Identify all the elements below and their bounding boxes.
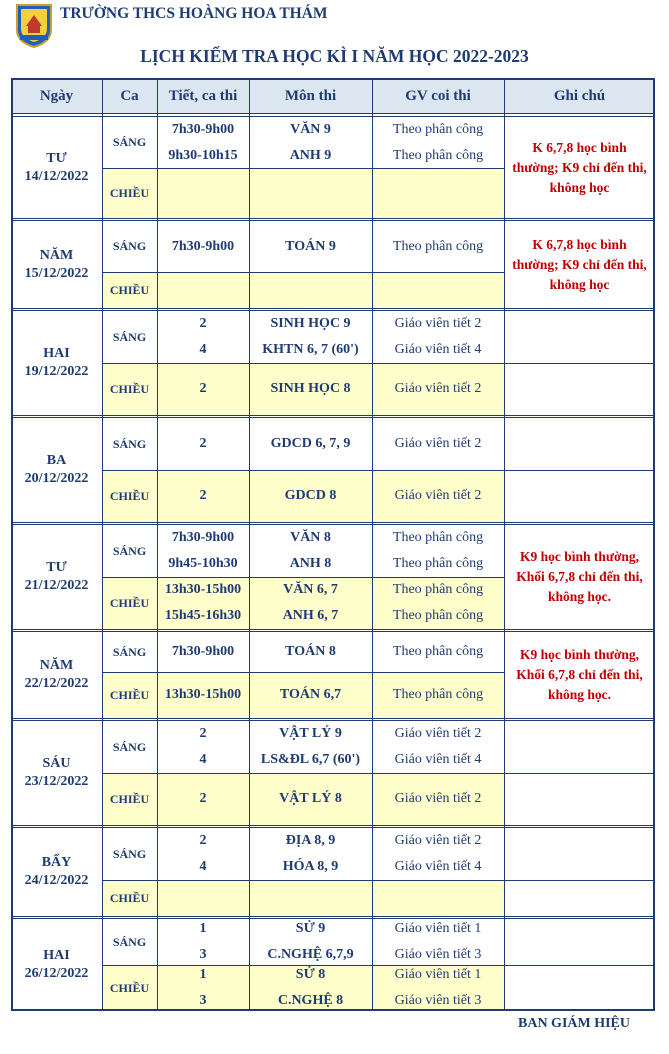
day-date: 23/12/2022 [24, 774, 89, 789]
session-label: CHIỀU [109, 488, 150, 503]
session-label: SÁNG [112, 846, 147, 861]
proctor-value: Giáo viên tiết 2 [394, 726, 482, 741]
day-date: 26/12/2022 [24, 966, 89, 981]
session-label: CHIỀU [109, 791, 150, 806]
table-border-top [11, 78, 655, 80]
period-cell [157, 418, 249, 470]
column-header-label: Ca [120, 87, 139, 104]
session-label: SÁNG [112, 644, 147, 659]
subject-cell [249, 672, 372, 718]
day-date: 22/12/2022 [24, 676, 89, 691]
subject-value: SINH HỌC 9 [270, 316, 351, 331]
session-divider [102, 168, 504, 169]
session-label: CHIỀU [109, 185, 150, 200]
subject-value: VĂN 9 [290, 121, 331, 137]
proctor-value: Theo phân công [392, 530, 484, 545]
proctor-value: Giáo viên tiết 2 [394, 791, 482, 806]
period-cell [157, 363, 249, 415]
subject-value: TOÁN 8 [285, 644, 336, 659]
subject-value: TOÁN 9 [285, 238, 336, 254]
period-cell [157, 577, 249, 629]
session-morning [102, 221, 157, 272]
subject-value: VĂN 6, 7 [283, 582, 338, 597]
subject-cell [249, 880, 372, 916]
period-value: 2 [199, 316, 207, 331]
day-weekday: SÁU [42, 756, 71, 771]
subject-cell [249, 721, 372, 773]
period-value: 2 [199, 436, 207, 451]
day-divider [11, 827, 655, 828]
proctor-cell [372, 880, 504, 916]
subject-value: ĐỊA 8, 9 [285, 833, 336, 848]
proctor-cell [372, 672, 504, 718]
subject-value: VẬT LÝ 8 [279, 791, 342, 806]
day-weekday: HAI [43, 948, 70, 963]
period-cell [157, 168, 249, 218]
day-cell [11, 418, 102, 522]
proctor-cell [372, 221, 504, 272]
proctor-value: Theo phân công [392, 238, 484, 254]
session-afternoon [102, 272, 157, 308]
session-divider [102, 470, 655, 471]
proctor-cell [372, 168, 504, 218]
subject-cell [249, 418, 372, 470]
session-divider [102, 272, 504, 273]
proctor-cell [372, 577, 504, 629]
day-divider [11, 218, 655, 219]
column-header [157, 78, 249, 114]
day-cell [11, 632, 102, 718]
proctor-value: Theo phân công [392, 608, 484, 623]
proctor-value: Giáo viên tiết 2 [394, 316, 482, 331]
subject-value: HÓA 8, 9 [282, 859, 339, 874]
proctor-cell [372, 311, 504, 363]
period-value: 15h45-16h30 [164, 608, 242, 623]
day-weekday: BẨY [41, 855, 72, 870]
session-divider [102, 880, 655, 881]
proctor-value: Theo phân công [392, 582, 484, 597]
day-divider [11, 220, 655, 221]
session-label: CHIỀU [109, 890, 150, 905]
subject-value: VẬT LÝ 9 [279, 726, 342, 741]
proctor-value: Giáo viên tiết 1 [394, 921, 482, 936]
subject-cell [249, 221, 372, 272]
subject-value: ANH 6, 7 [282, 608, 339, 623]
period-cell [157, 828, 249, 880]
subject-value: TOÁN 6,7 [279, 687, 342, 702]
session-afternoon [102, 470, 157, 522]
period-cell [157, 880, 249, 916]
day-divider [11, 918, 655, 919]
period-value: 3 [199, 993, 207, 1008]
session-morning [102, 721, 157, 773]
day-divider [11, 916, 655, 917]
proctor-value: Giáo viên tiết 2 [394, 436, 482, 451]
subject-cell [249, 577, 372, 629]
session-label: CHIỀU [109, 687, 150, 702]
subject-cell [249, 272, 372, 308]
period-cell [157, 311, 249, 363]
period-value: 7h30-9h00 [171, 644, 235, 659]
day-divider [11, 415, 655, 416]
subject-value: SỬ 9 [295, 921, 326, 936]
proctor-cell [372, 828, 504, 880]
column-header [11, 78, 102, 114]
subject-value: KHTN 6, 7 (60') [262, 342, 359, 357]
header-divider [11, 116, 655, 117]
subject-cell [249, 470, 372, 522]
subject-cell [249, 919, 372, 965]
session-morning [102, 525, 157, 577]
period-cell [157, 470, 249, 522]
period-value: 4 [199, 859, 207, 874]
note-text: K9 học bình thường, Khối 6,7,8 chỉ đến thi, không học. [516, 647, 643, 702]
period-value: 2 [199, 833, 207, 848]
session-label: SÁNG [112, 543, 147, 558]
day-divider [11, 718, 655, 719]
note-text: K 6,7,8 học bình thường; K9 chỉ đến thi, không học [512, 236, 647, 292]
day-date: 20/12/2022 [24, 471, 89, 486]
period-value: 7h30-9h00 [171, 121, 235, 137]
session-label: SÁNG [112, 739, 147, 754]
subject-value: C.NGHỆ 8 [277, 993, 344, 1008]
session-morning [102, 632, 157, 672]
subject-value: GDCD 6, 7, 9 [270, 436, 351, 451]
day-divider [11, 524, 655, 525]
subject-value: GDCD 8 [284, 488, 337, 503]
proctor-value: Giáo viên tiết 4 [394, 342, 482, 357]
proctor-value: Giáo viên tiết 1 [394, 967, 482, 982]
table-border-bottom [11, 1009, 655, 1011]
day-divider [11, 720, 655, 721]
note-cell [504, 632, 655, 718]
period-value: 9h30-10h15 [168, 147, 238, 163]
day-cell [11, 117, 102, 218]
note-cell [504, 221, 655, 308]
session-label: CHIỀU [109, 381, 150, 396]
school-logo [12, 2, 56, 48]
proctor-cell [372, 965, 504, 1011]
session-divider [102, 577, 504, 578]
subject-value: SINH HỌC 8 [270, 381, 351, 396]
subject-cell [249, 773, 372, 825]
header-divider [11, 113, 655, 114]
session-afternoon [102, 672, 157, 718]
period-value: 13h30-15h00 [164, 582, 242, 597]
proctor-cell [372, 721, 504, 773]
period-cell [157, 272, 249, 308]
proctor-value: Giáo viên tiết 2 [394, 833, 482, 848]
proctor-value: Giáo viên tiết 3 [394, 947, 482, 962]
proctor-cell [372, 363, 504, 415]
proctor-cell [372, 117, 504, 168]
period-value: 2 [199, 381, 207, 396]
proctor-value: Giáo viên tiết 2 [394, 488, 482, 503]
page-title: LỊCH KIỂM TRA HỌC KÌ I NĂM HỌC 2022-2023 [140, 46, 529, 66]
signature: BAN GIÁM HIỆU [518, 1016, 631, 1031]
period-value: 9h45-10h30 [168, 556, 238, 571]
period-value: 2 [199, 488, 207, 503]
proctor-value: Giáo viên tiết 2 [394, 381, 482, 396]
day-divider [11, 417, 655, 418]
session-morning [102, 828, 157, 880]
day-cell [11, 525, 102, 629]
session-morning [102, 117, 157, 168]
proctor-cell [372, 919, 504, 965]
session-afternoon [102, 880, 157, 916]
proctor-value: Theo phân công [392, 121, 484, 137]
note-cell [504, 117, 655, 218]
day-date: 21/12/2022 [24, 578, 89, 593]
proctor-value: Giáo viên tiết 4 [394, 752, 482, 767]
session-label: SÁNG [112, 239, 147, 253]
period-cell [157, 221, 249, 272]
day-divider [11, 825, 655, 826]
proctor-cell [372, 272, 504, 308]
subject-value: SỬ 8 [295, 967, 326, 982]
period-cell [157, 721, 249, 773]
day-date: 24/12/2022 [24, 873, 89, 888]
proctor-cell [372, 525, 504, 577]
proctor-value: Giáo viên tiết 3 [394, 993, 482, 1008]
period-cell [157, 632, 249, 672]
period-value: 7h30-9h00 [171, 530, 235, 545]
subject-cell [249, 965, 372, 1011]
session-morning [102, 919, 157, 965]
page-header [12, 2, 652, 48]
day-cell [11, 311, 102, 415]
proctor-value: Giáo viên tiết 4 [394, 859, 482, 874]
day-date: 15/12/2022 [24, 265, 89, 281]
column-header-label: Ghi chú [553, 87, 606, 104]
day-divider [11, 522, 655, 523]
column-header [372, 78, 504, 114]
subject-cell [249, 311, 372, 363]
session-divider [102, 965, 655, 966]
period-cell [157, 773, 249, 825]
day-cell [11, 919, 102, 1011]
column-header-label: GV coi thi [405, 87, 471, 104]
period-value: 4 [199, 752, 207, 767]
day-cell [11, 828, 102, 916]
day-divider [11, 308, 655, 309]
session-label: CHIỀU [109, 595, 150, 610]
day-date: 14/12/2022 [24, 168, 89, 184]
session-divider [102, 672, 504, 673]
period-value: 1 [199, 921, 207, 936]
column-header [249, 78, 372, 114]
proctor-cell [372, 773, 504, 825]
proctor-value: Theo phân công [392, 556, 484, 571]
column-header [504, 78, 655, 114]
subject-value: ANH 8 [289, 556, 332, 571]
proctor-cell [372, 632, 504, 672]
day-weekday: HAI [43, 346, 70, 361]
session-afternoon [102, 577, 157, 629]
session-afternoon [102, 965, 157, 1011]
session-label: SÁNG [112, 329, 147, 344]
period-value: 2 [199, 791, 207, 806]
proctor-value: Theo phân công [392, 147, 484, 163]
period-value: 2 [199, 726, 207, 741]
school-name: TRƯỜNG THCS HOÀNG HOA THÁM [60, 5, 328, 22]
session-afternoon [102, 168, 157, 218]
note-cell [504, 828, 655, 916]
period-value: 3 [199, 947, 207, 962]
column-header-label: Ngày [39, 87, 74, 104]
note-text: K9 học bình thường, Khối 6,7,8 chỉ đến thi, không học. [516, 549, 643, 604]
subject-cell [249, 117, 372, 168]
subject-value: ANH 9 [289, 147, 332, 163]
subject-cell [249, 525, 372, 577]
period-cell [157, 117, 249, 168]
subject-cell [249, 168, 372, 218]
note-cell [504, 525, 655, 629]
day-weekday: TƯ [46, 150, 67, 166]
column-header [102, 78, 157, 114]
column-header-label: Môn thi [284, 87, 337, 104]
day-divider [11, 310, 655, 311]
period-value: 13h30-15h00 [164, 687, 242, 702]
session-label: CHIỀU [109, 980, 150, 995]
session-label: SÁNG [112, 135, 147, 149]
session-label: CHIỀU [109, 282, 150, 297]
session-divider [102, 773, 655, 774]
session-morning [102, 311, 157, 363]
day-weekday: NĂM [39, 658, 74, 673]
proctor-value: Theo phân công [392, 687, 484, 702]
day-divider [11, 629, 655, 630]
day-date: 19/12/2022 [24, 364, 89, 379]
session-divider [102, 363, 655, 364]
session-label: SÁNG [112, 436, 147, 451]
session-afternoon [102, 363, 157, 415]
day-weekday: NĂM [39, 247, 74, 263]
period-cell [157, 919, 249, 965]
period-value: 7h30-9h00 [171, 238, 235, 254]
day-weekday: BA [46, 453, 67, 468]
subject-value: C.NGHỆ 6,7,9 [267, 947, 354, 962]
subject-value: LS&ĐL 6,7 (60') [260, 752, 361, 767]
period-value: 4 [199, 342, 207, 357]
session-afternoon [102, 773, 157, 825]
proctor-value: Theo phân công [392, 644, 484, 659]
period-cell [157, 965, 249, 1011]
proctor-cell [372, 470, 504, 522]
exam-schedule-table [11, 78, 655, 1011]
day-cell [11, 221, 102, 308]
session-label: SÁNG [112, 934, 147, 949]
period-cell [157, 672, 249, 718]
subject-cell [249, 632, 372, 672]
day-cell [11, 721, 102, 825]
subject-value: VĂN 8 [290, 530, 331, 545]
period-value: 1 [199, 967, 207, 982]
column-header-label: Tiết, ca thi [168, 87, 238, 104]
day-weekday: TƯ [46, 560, 67, 575]
note-text: K 6,7,8 học bình thường; K9 chỉ đến thi, không học [512, 139, 647, 195]
subject-cell [249, 828, 372, 880]
session-morning [102, 418, 157, 470]
day-divider [11, 631, 655, 632]
subject-cell [249, 363, 372, 415]
period-cell [157, 525, 249, 577]
proctor-cell [372, 418, 504, 470]
